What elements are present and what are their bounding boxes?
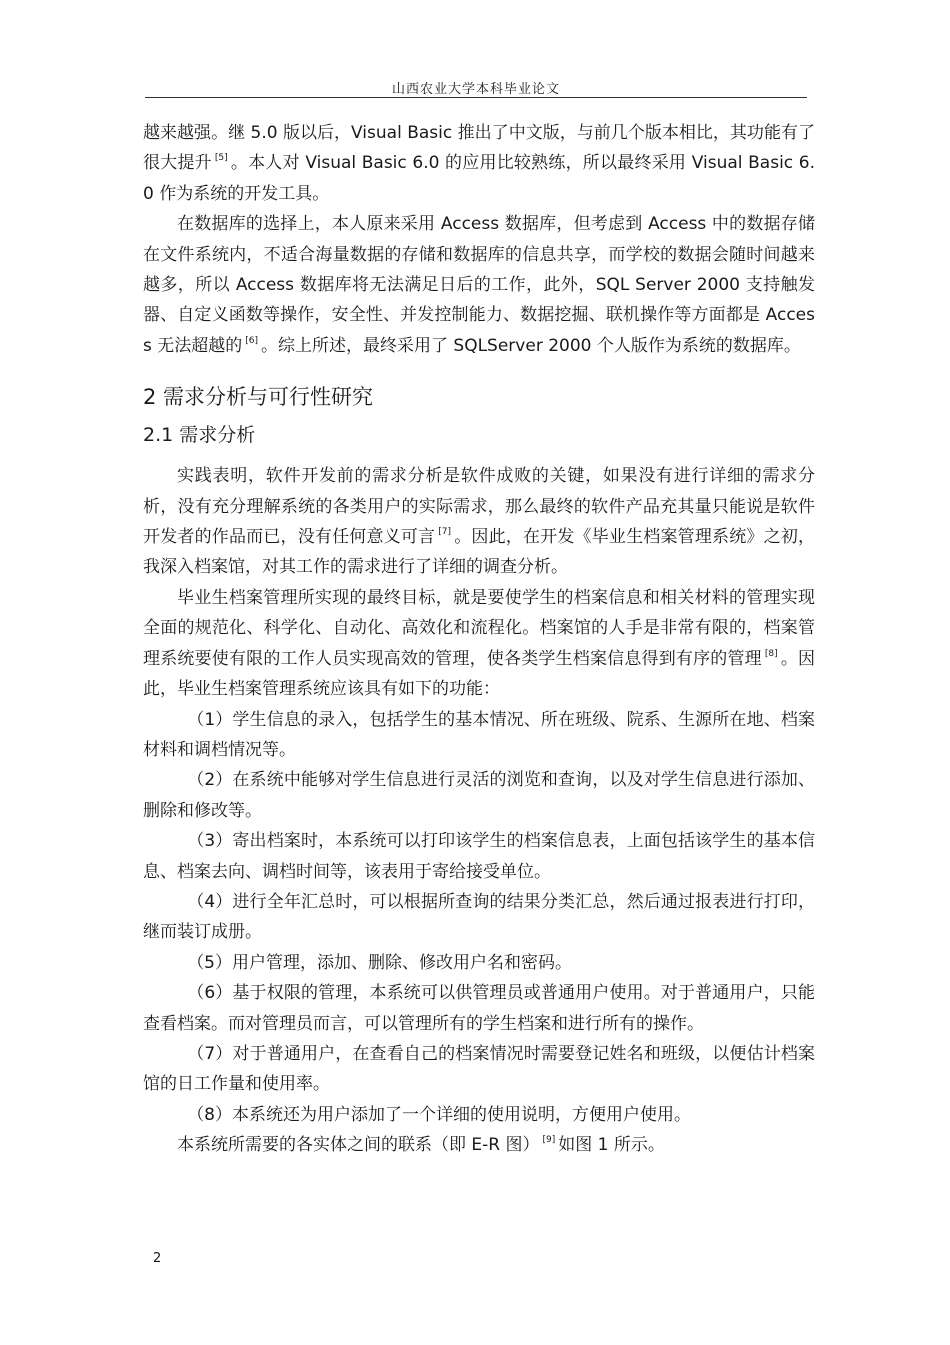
- function-item: （6）基于权限的管理，本系统可以供管理员或普通用户使用。对于普通用户，只能查看档案。而对管理员而言，可以管理所有的学生档案和进行所有的操作。: [143, 983, 815, 1034]
- citation-mark: [9]: [542, 1135, 556, 1146]
- function-item: （4）进行全年汇总时，可以根据所查询的结果分类汇总，然后通过报表进行打印，继而装订成册。: [143, 891, 815, 943]
- function-item: （2）在系统中能够对学生信息进行灵活的浏览和查询，以及对学生信息进行添加、删除和修改等。: [143, 770, 815, 821]
- function-item: （5）用户管理，添加、删除、修改用户名和密码。: [187, 952, 573, 973]
- citation-mark: [5]: [214, 153, 228, 164]
- paragraph: [143, 583, 815, 705]
- function-item: （3）寄出档案时，本系统可以打印该学生的档案信息表，上面包括该学生的基本信息、档案去向、调档时间等，该表用于寄给接受单位。: [143, 831, 815, 882]
- function-item: （7）对于普通用户，在查看自己的档案情况时需要登记姓名和班级，以便估计档案馆的日工作量和使用率。: [143, 1043, 815, 1095]
- citation-mark: [6]: [245, 335, 259, 346]
- paragraph-text: 。因此，毕业生档案管理系统应该具有如下的功能：: [143, 648, 816, 700]
- paragraph-text: 实践表明，软件开发前的需求分析是软件成败的关键，如果没有进行详细的需求分析，没有充分理解系统的各类用户的实际需求，那么最终的软件产品充其量只能说是软件开发者的作品而已，没有任何意义可言: [143, 466, 815, 548]
- citation-mark: [8]: [764, 648, 778, 659]
- paragraph: [143, 1130, 815, 1160]
- page-number: 2: [153, 1251, 162, 1266]
- paragraph-text: 。本人对 Visual Basic 6.0 的应用比较熟练，所以最终采用 Visual Basic 6.0 作为系统的开发工具。: [143, 153, 815, 204]
- subsection-heading: 2.1 需求分析: [143, 424, 256, 447]
- function-item: （1）学生信息的录入，包括学生的基本情况、所在班级、院系、生源所在地、档案材料和调档情况等。: [143, 709, 815, 760]
- paragraph: [143, 461, 815, 583]
- paragraph-text: 。综上所述，最终采用了 SQLServer 2000 个人版作为系统的数据库。: [261, 335, 801, 356]
- paragraph-text: 。因此，在开发《毕业生档案管理系统》之初，我深入档案馆，对其工作的需求进行了详细的调查分析。: [143, 527, 816, 578]
- paragraph-text: 越来越强。继 5.0 版以后，Visual Basic 推出了中文版，与前几个版本相比，其功能有了很大提升: [143, 123, 815, 174]
- paragraph-text: 在数据库的选择上，本人原来采用 Access 数据库，但考虑到 Access 中的数据存储在文件系统内，不适合海量数据的存储和数据库的信息共享，而学校的数据会随时间越来越多，所以 Access 数据库将无法满足日后的工作，此外，SQL Server 2000 支持触发器、自定义函数等操作，安全性、并发控制能力、数据挖掘、联机操作等方面都是 Access 无法超越的: [143, 214, 815, 356]
- citation-mark: [7]: [438, 527, 451, 538]
- running-header: 山西农业大学本科毕业论文: [391, 82, 560, 97]
- paragraph: [143, 209, 815, 361]
- paragraph-text: 本系统所需要的各实体之间的联系（即 E-R 图）: [177, 1135, 540, 1156]
- document-body: [143, 118, 815, 1161]
- section-heading: 2 需求分析与可行性研究: [143, 385, 374, 410]
- header-rule: [145, 97, 807, 98]
- paragraph-text: 毕业生档案管理所实现的最终目标，就是要使学生的档案信息和相关材料的管理实现全面的规范化、科学化、自动化、高效化和流程化。档案馆的人手是非常有限的，档案管理系统要使有限的工作人员实现高效的管理，使各类学生档案信息得到有序的管理: [143, 587, 815, 669]
- paragraph-text: 如图 1 所示。: [558, 1135, 665, 1156]
- paragraph: [143, 118, 815, 209]
- function-item: （8）本系统还为用户添加了一个详细的使用说明，方便用户使用。: [187, 1104, 692, 1125]
